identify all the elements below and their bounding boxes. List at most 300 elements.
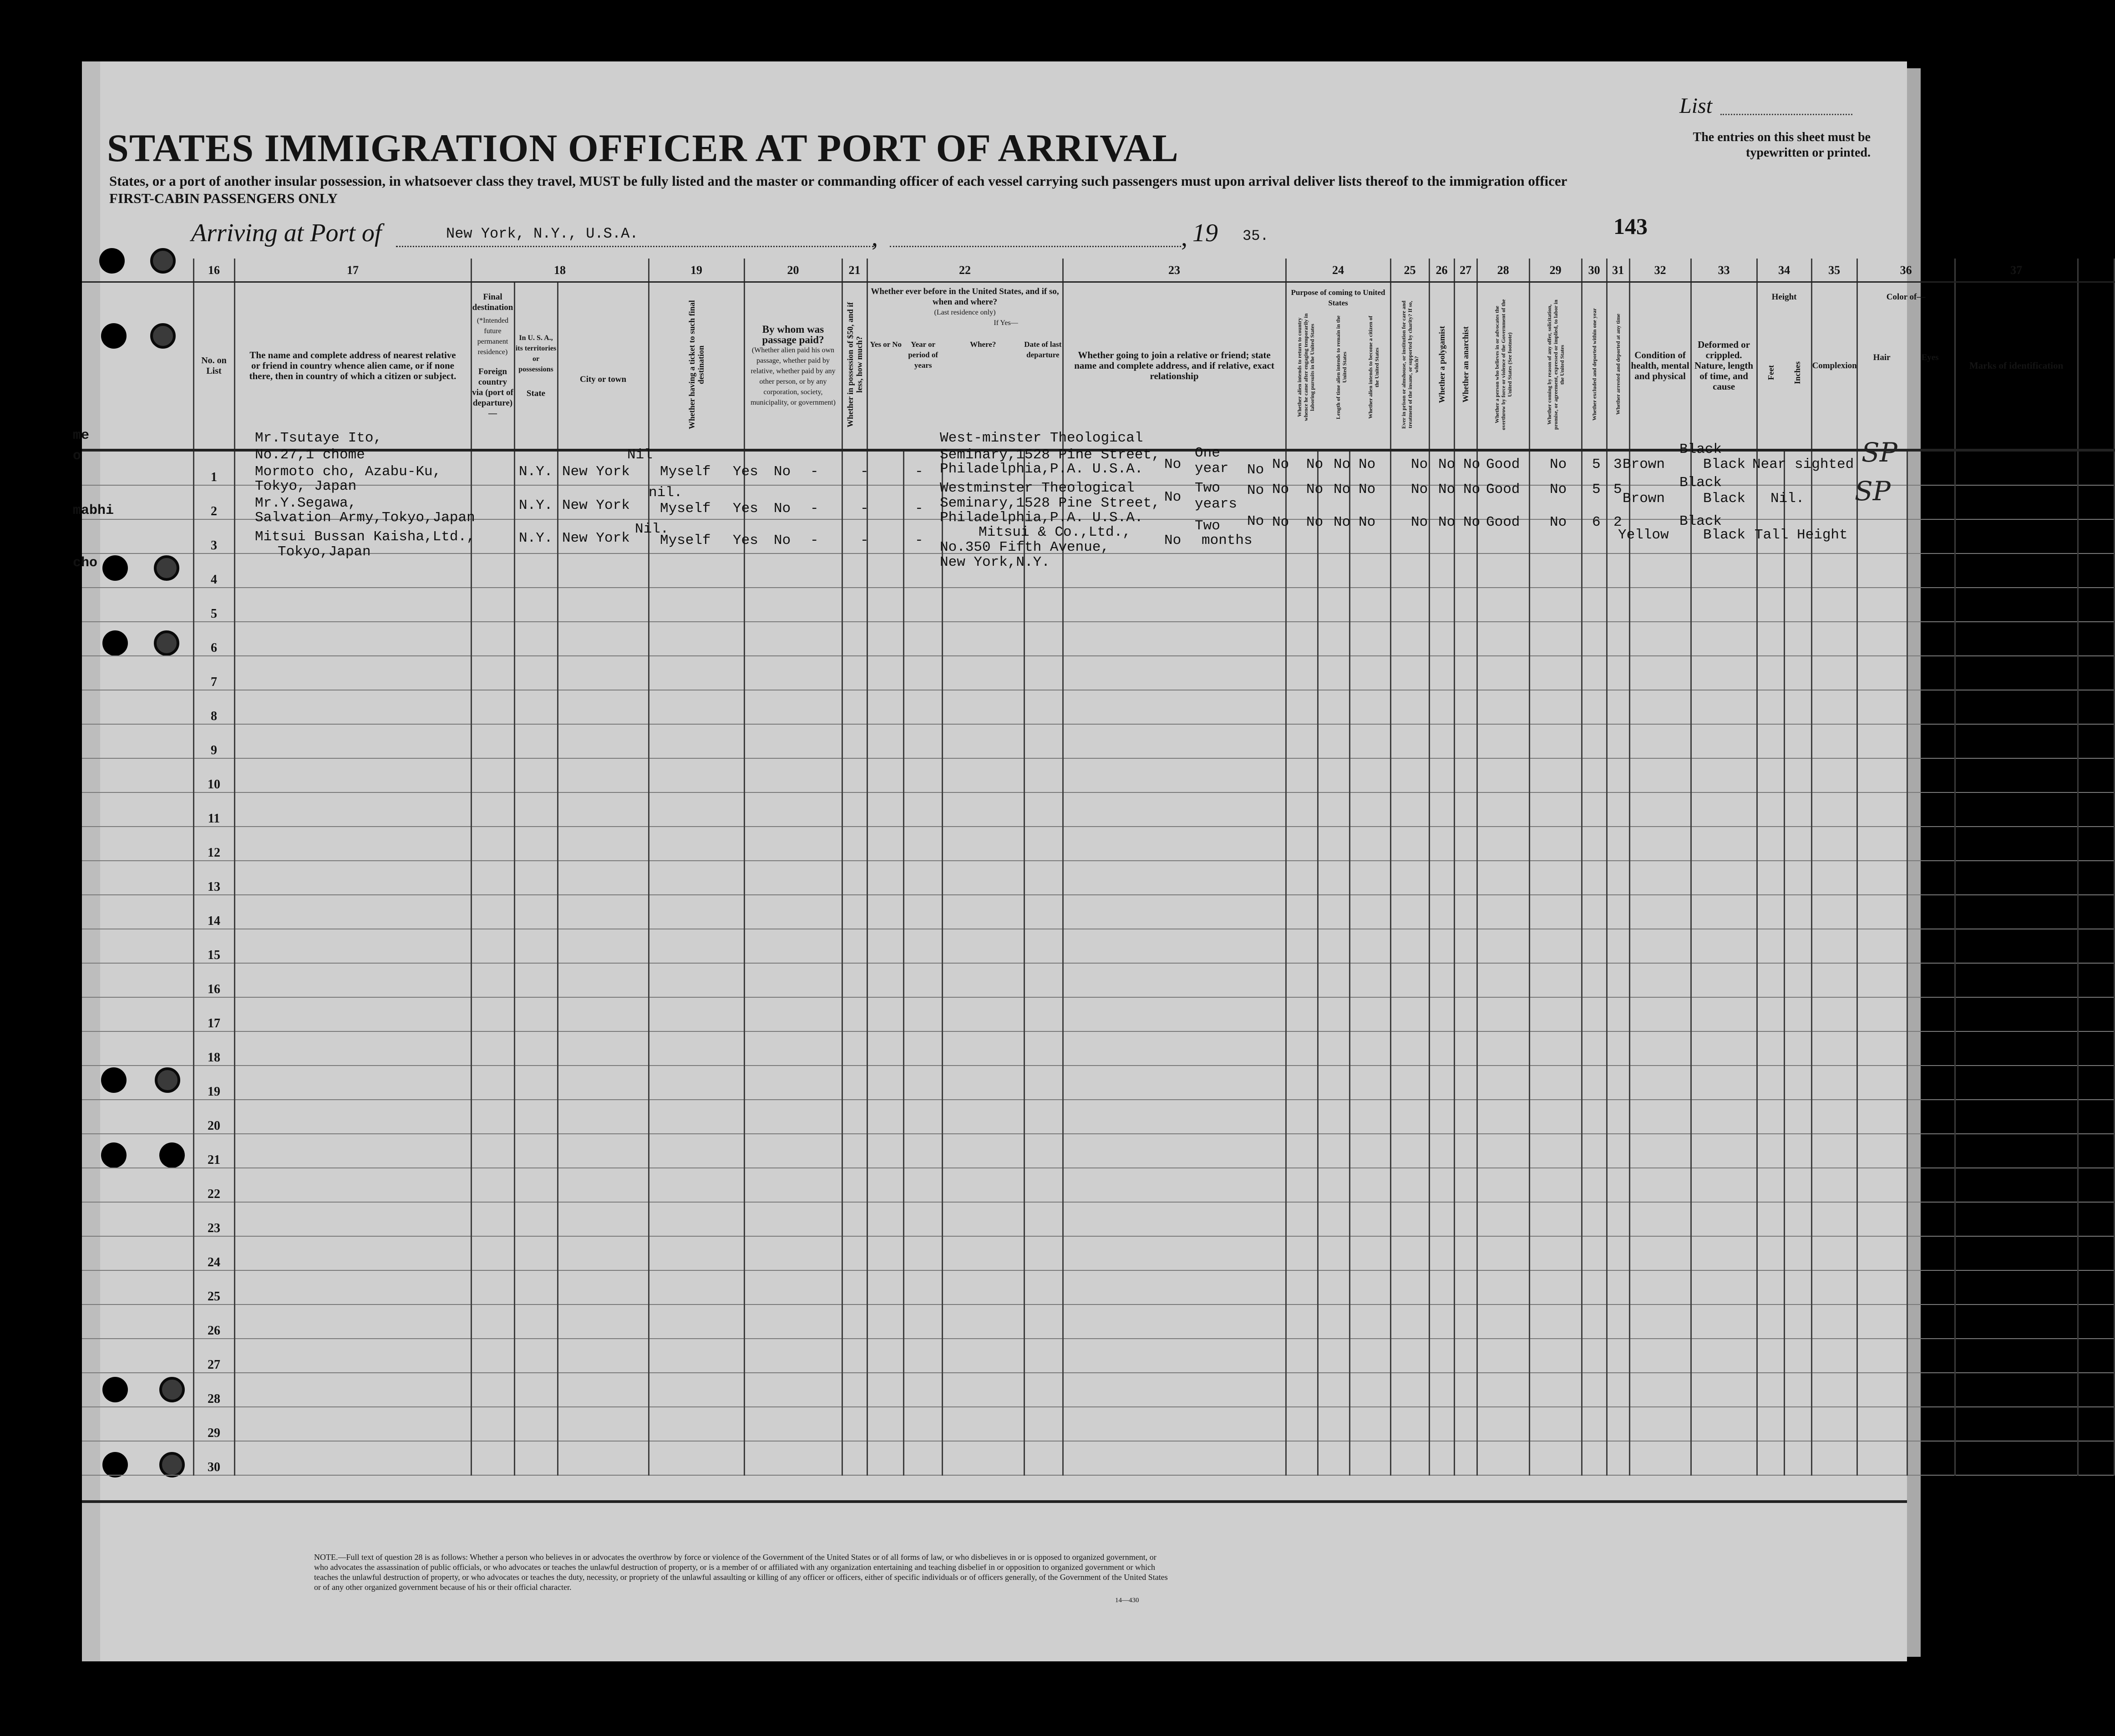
table-cell: [1811, 1270, 1857, 1305]
row2-anarchist: No: [1334, 482, 1351, 497]
header-ever-before-subcolumns: [868, 339, 1062, 371]
table-cell: [2078, 1100, 2114, 1134]
table-cell: [471, 1066, 514, 1100]
row1-return: No: [1164, 457, 1182, 472]
table-cell: [744, 1339, 842, 1373]
header-money-text: Whether in possession of $50, and if less, how much?: [845, 301, 864, 427]
table-cell: [942, 895, 1024, 929]
table-cell: [1390, 724, 1429, 758]
table-cell: [1477, 758, 1529, 792]
table-cell: [1024, 929, 1063, 963]
table-cell: [744, 1270, 842, 1305]
table-cell: [744, 1031, 842, 1066]
table-cell: [1955, 1168, 2078, 1202]
table-cell: [1318, 1168, 1349, 1202]
table-row: [82, 997, 2114, 1031]
table-cell: [471, 1168, 514, 1202]
table-cell: [471, 861, 514, 895]
table-cell: [2078, 450, 2114, 485]
row3-join-line1: Mitsui & Co.,Ltd.,: [979, 524, 1131, 540]
table-cell: [942, 1168, 1024, 1202]
table-cell: [1757, 895, 1784, 929]
header-arrested: [1607, 282, 1629, 451]
table-cell: [942, 690, 1024, 724]
table-cell: [558, 553, 649, 588]
table-cell: [1629, 1407, 1691, 1441]
table-cell: [649, 622, 744, 656]
table-cell: [558, 1373, 649, 1407]
table-cell: [1429, 1202, 1454, 1236]
table-cell: [1429, 758, 1454, 792]
table-cell: [82, 861, 193, 895]
table-cell: [1757, 997, 1784, 1031]
table-cell: [1349, 1373, 1390, 1407]
table-cell: [903, 1305, 942, 1339]
row3-excluded: No: [1438, 514, 1456, 530]
table-cell: [471, 963, 514, 997]
table-cell: [1907, 450, 1955, 485]
comma-separator: ,: [872, 223, 878, 252]
table-cell: [1691, 553, 1757, 588]
table-row: [82, 1066, 2114, 1100]
table-cell: [842, 1373, 867, 1407]
table-cell: [1286, 1373, 1318, 1407]
table-cell: [1477, 895, 1529, 929]
table-cell: [1907, 1134, 1955, 1168]
row-number: 26: [193, 1305, 234, 1339]
table-cell: [1955, 895, 2078, 929]
table-cell: [1318, 1339, 1349, 1373]
table-cell: [649, 1441, 744, 1475]
table-cell: [1429, 792, 1454, 827]
header-city-label: City or town: [579, 375, 627, 384]
table-cell: [514, 690, 558, 724]
column-number: 23: [1063, 259, 1286, 282]
table-cell: [842, 929, 867, 963]
table-cell: [1024, 1270, 1063, 1305]
table-cell: [903, 656, 942, 690]
table-cell: [1629, 588, 1691, 622]
table-cell: [2078, 1407, 2114, 1441]
table-cell: [942, 963, 1024, 997]
table-cell: [471, 485, 514, 519]
table-cell: [1811, 1031, 1857, 1066]
row2-city: New York: [562, 497, 630, 513]
table-cell: [1955, 827, 2078, 861]
table-cell: [1477, 827, 1529, 861]
table-cell: [1857, 1270, 1907, 1305]
header-color: [1857, 282, 1955, 451]
table-cell: [1529, 861, 1582, 895]
table-cell: [903, 1339, 942, 1373]
table-cell: [234, 1305, 471, 1339]
table-cell: [649, 1407, 744, 1441]
table-cell: [1757, 792, 1784, 827]
row3-length-a: Two: [1195, 518, 1220, 534]
table-cell: [1955, 1407, 2078, 1441]
table-cell: [1607, 1168, 1629, 1202]
table-cell: [1390, 1236, 1429, 1270]
table-cell: [744, 553, 842, 588]
table-cell: [2078, 656, 2114, 690]
table-cell: [744, 724, 842, 758]
table-cell: [1063, 1339, 1286, 1373]
table-cell: [471, 656, 514, 690]
table-cell: [2078, 519, 2114, 553]
table-cell: [649, 1270, 744, 1305]
table-cell: [842, 656, 867, 690]
table-cell: [1286, 622, 1318, 656]
header-ever-before: [867, 282, 1063, 451]
table-cell: [903, 1441, 942, 1475]
table-cell: [1784, 827, 1811, 861]
table-cell: [514, 758, 558, 792]
table-cell: [1691, 997, 1757, 1031]
table-cell: [2078, 963, 2114, 997]
table-cell: [1757, 656, 1784, 690]
table-cell: [942, 656, 1024, 690]
table-row: [82, 827, 2114, 861]
table-cell: [744, 450, 842, 485]
table-cell: [1907, 1441, 1955, 1475]
table-cell: [1757, 1373, 1784, 1407]
table-cell: [903, 1373, 942, 1407]
table-cell: [867, 895, 903, 929]
table-cell: [1607, 1100, 1629, 1134]
table-cell: [1955, 1100, 2078, 1134]
row-number: 30: [193, 1441, 234, 1475]
row3-length-b: months: [1202, 533, 1253, 548]
table-cell: [903, 622, 942, 656]
row2-eyes: Black: [1703, 491, 1746, 507]
table-cell: [1318, 622, 1349, 656]
table-cell: [82, 792, 193, 827]
table-cell: [558, 963, 649, 997]
list-number-line: [1720, 114, 1852, 115]
header-ever-before-note: (Last residence only): [934, 309, 996, 316]
table-cell: [1811, 1066, 1857, 1100]
table-cell: [1691, 1339, 1757, 1373]
table-cell: [1390, 861, 1429, 895]
table-cell: [558, 622, 649, 656]
table-cell: [1907, 1066, 1955, 1100]
table-cell: [471, 827, 514, 861]
list-label: List: [1679, 94, 1713, 118]
table-cell: [1857, 1202, 1907, 1236]
table-cell: [744, 1407, 842, 1441]
table-cell: [1811, 792, 1857, 827]
table-cell: [234, 827, 471, 861]
table-cell: [903, 1270, 942, 1305]
table-cell: [942, 861, 1024, 895]
row1-ticket: Nil: [627, 447, 653, 463]
header-passage-paid: [744, 282, 842, 451]
table-cell: [1454, 1066, 1477, 1100]
table-cell: [1907, 1202, 1955, 1236]
table-cell: [1607, 1339, 1629, 1373]
sheet-number: 143: [1613, 213, 1648, 239]
table-cell: [1629, 553, 1691, 588]
table-cell: [1811, 1100, 1857, 1134]
table-row: [82, 1100, 2114, 1134]
table-cell: [867, 519, 903, 553]
table-cell: [1757, 861, 1784, 895]
table-cell: [1629, 1373, 1691, 1407]
table-cell: [234, 1066, 471, 1100]
table-cell: [234, 622, 471, 656]
table-cell: [514, 1339, 558, 1373]
table-cell: [842, 895, 867, 929]
table-cell: [1582, 792, 1607, 827]
table-cell: [1691, 588, 1757, 622]
table-cell: [471, 553, 514, 588]
table-cell: [1063, 861, 1286, 895]
row2-overthrow: No: [1359, 482, 1376, 497]
table-cell: [1454, 690, 1477, 724]
table-cell: [1429, 963, 1454, 997]
table-cell: [1784, 1202, 1811, 1236]
table-cell: [1024, 997, 1063, 1031]
table-cell: [1063, 1100, 1286, 1134]
table-cell: [1784, 792, 1811, 827]
table-cell: [1784, 963, 1811, 997]
table-cell: [1454, 1202, 1477, 1236]
table-cell: [1811, 895, 1857, 929]
table-cell: [842, 758, 867, 792]
table-cell: [1582, 1236, 1607, 1270]
table-cell: [1318, 553, 1349, 588]
table-cell: [514, 1202, 558, 1236]
column-number: 31: [1607, 259, 1629, 282]
table-cell: [1607, 861, 1629, 895]
table-cell: [1607, 553, 1629, 588]
row3-deformed: No: [1550, 514, 1567, 530]
table-cell: [1429, 553, 1454, 588]
table-cell: [1390, 997, 1429, 1031]
table-cell: [1529, 1031, 1582, 1066]
table-cell: [471, 1100, 514, 1134]
header-height: [1757, 282, 1811, 451]
table-cell: [903, 1031, 942, 1066]
table-cell: [1784, 1305, 1811, 1339]
table-cell: [234, 758, 471, 792]
class-note: FIRST-CABIN PASSENGERS ONLY: [109, 190, 338, 206]
table-cell: [471, 1270, 514, 1305]
table-cell: [1784, 1236, 1811, 1270]
table-cell: [82, 485, 193, 519]
table-cell: [514, 997, 558, 1031]
table-cell: [903, 690, 942, 724]
table-cell: [234, 963, 471, 997]
table-cell: [1582, 758, 1607, 792]
row1-citizen: No: [1247, 462, 1264, 478]
table-cell: [1907, 861, 1955, 895]
table-cell: [649, 724, 744, 758]
table-cell: [842, 827, 867, 861]
header-purpose-text: Purpose of coming to United States: [1291, 288, 1385, 307]
row-number: 23: [193, 1202, 234, 1236]
table-cell: [82, 827, 193, 861]
column-number: 37: [1955, 259, 2078, 282]
table-row: [82, 1305, 2114, 1339]
table-cell: [1582, 1202, 1607, 1236]
table-cell: [514, 1373, 558, 1407]
table-cell: [1691, 1134, 1757, 1168]
table-cell: [1429, 1339, 1454, 1373]
table-row: [82, 1339, 2114, 1373]
table-cell: [903, 1236, 942, 1270]
table-cell: [1063, 1270, 1286, 1305]
table-cell: [744, 861, 842, 895]
table-cell: [471, 1305, 514, 1339]
table-cell: [1429, 1168, 1454, 1202]
header-date-departure: Date of last departure: [1024, 340, 1062, 359]
table-cell: [82, 1202, 193, 1236]
table-cell: [1811, 929, 1857, 963]
table-cell: [514, 1236, 558, 1270]
table-cell: [471, 1236, 514, 1270]
row-number: 25: [193, 1270, 234, 1305]
table-cell: [942, 929, 1024, 963]
table-cell: [1691, 1236, 1757, 1270]
table-cell: [1318, 1031, 1349, 1066]
table-cell: [1691, 1373, 1757, 1407]
table-cell: [1429, 690, 1454, 724]
table-cell: [558, 1407, 649, 1441]
table-cell: [1529, 1339, 1582, 1373]
row1-length-a: One: [1195, 445, 1220, 461]
table-cell: [1955, 1339, 2078, 1373]
table-cell: [842, 1339, 867, 1373]
table-cell: [744, 1373, 842, 1407]
table-cell: [1529, 1134, 1582, 1168]
table-cell: [514, 929, 558, 963]
table-cell: [1582, 656, 1607, 690]
date-line: [890, 246, 1181, 247]
table-cell: [82, 1373, 193, 1407]
table-cell: [558, 1168, 649, 1202]
table-cell: [1477, 929, 1529, 963]
table-cell: [1286, 1168, 1318, 1202]
row2-offer: No: [1411, 482, 1428, 497]
table-cell: [2078, 1134, 2114, 1168]
table-cell: [471, 724, 514, 758]
row1-passage-paid: Myself: [660, 464, 711, 480]
table-cell: [558, 1031, 649, 1066]
table-cell: [1529, 827, 1582, 861]
table-cell: [1784, 1066, 1811, 1100]
table-cell: [234, 1100, 471, 1134]
table-cell: [1529, 588, 1582, 622]
table-cell: [1784, 588, 1811, 622]
table-cell: [1318, 1441, 1349, 1475]
table-cell: [744, 1168, 842, 1202]
row3-complexion: Yellow: [1618, 527, 1669, 543]
table-cell: [82, 895, 193, 929]
table-cell: [1857, 1305, 1907, 1339]
table-cell: [1454, 1168, 1477, 1202]
table-cell: [1349, 1168, 1390, 1202]
table-cell: [1757, 1407, 1784, 1441]
table-cell: [1582, 963, 1607, 997]
header-height-text: Height: [1771, 292, 1797, 302]
table-cell: [1907, 792, 1955, 827]
table-cell: [82, 690, 193, 724]
table-cell: [1582, 1373, 1607, 1407]
row2-join-line1: Westminster Theological: [940, 480, 1135, 496]
table-cell: [234, 997, 471, 1031]
table-cell: [514, 963, 558, 997]
header-overthrow: [1477, 282, 1529, 451]
column-number: 36: [1857, 259, 1955, 282]
table-cell: [842, 861, 867, 895]
instructions: States, or a port of another insular possession, in whatsoever class they travel, MUST be fully listed and the master or commanding officer of each vessel carrying such passengers must upon arrival deliver lists thereof to the immigration officer: [109, 173, 1567, 189]
table-cell: [1955, 519, 2078, 553]
table-cell: [1784, 553, 1811, 588]
table-cell: [1784, 997, 1811, 1031]
table-cell: [867, 724, 903, 758]
table-cell: [1454, 553, 1477, 588]
table-cell: [1784, 861, 1811, 895]
table-cell: [1063, 1236, 1286, 1270]
table-cell: [649, 1339, 744, 1373]
table-cell: [1349, 1407, 1390, 1441]
table-cell: [1477, 1305, 1529, 1339]
table-cell: [1024, 1031, 1063, 1066]
header-ticket-text: Whether having a ticket to such final destination: [687, 299, 706, 429]
table-cell: [471, 519, 514, 553]
table-cell: [1318, 1236, 1349, 1270]
table-cell: [649, 963, 744, 997]
table-cell: [1907, 1031, 1955, 1066]
table-cell: [1691, 622, 1757, 656]
table-cell: [842, 1134, 867, 1168]
table-cell: [1691, 929, 1757, 963]
table-cell: [1318, 1407, 1349, 1441]
table-cell: [842, 1305, 867, 1339]
table-cell: [942, 758, 1024, 792]
table-cell: [234, 792, 471, 827]
table-cell: [1784, 1339, 1811, 1373]
row3-prison: No: [1272, 514, 1289, 530]
table-cell: [1024, 1066, 1063, 1100]
table-cell: [1857, 1441, 1907, 1475]
table-cell: [1286, 1236, 1318, 1270]
header-excluded-text: Whether excluded and deported within one year: [1591, 308, 1598, 421]
table-cell: [1477, 1100, 1529, 1134]
row3-relative-line2: Tokyo,Japan: [278, 544, 371, 560]
table-cell: [82, 963, 193, 997]
table-row: [82, 1168, 2114, 1202]
table-cell: [558, 929, 649, 963]
table-cell: [2078, 588, 2114, 622]
table-cell: [1429, 827, 1454, 861]
row1-relative-line2: No.27,1 chome: [255, 447, 365, 463]
table-cell: [558, 792, 649, 827]
table-cell: [471, 1202, 514, 1236]
row3-hair: Black: [1679, 513, 1722, 529]
table-cell: [744, 758, 842, 792]
table-cell: [1286, 1407, 1318, 1441]
table-cell: [1454, 997, 1477, 1031]
table-cell: [842, 622, 867, 656]
table-cell: [1629, 861, 1691, 895]
table-cell: [649, 656, 744, 690]
table-cell: [1477, 1168, 1529, 1202]
form-number: 14—430: [1115, 1597, 1139, 1604]
table-cell: [1811, 724, 1857, 758]
table-cell: [2078, 827, 2114, 861]
